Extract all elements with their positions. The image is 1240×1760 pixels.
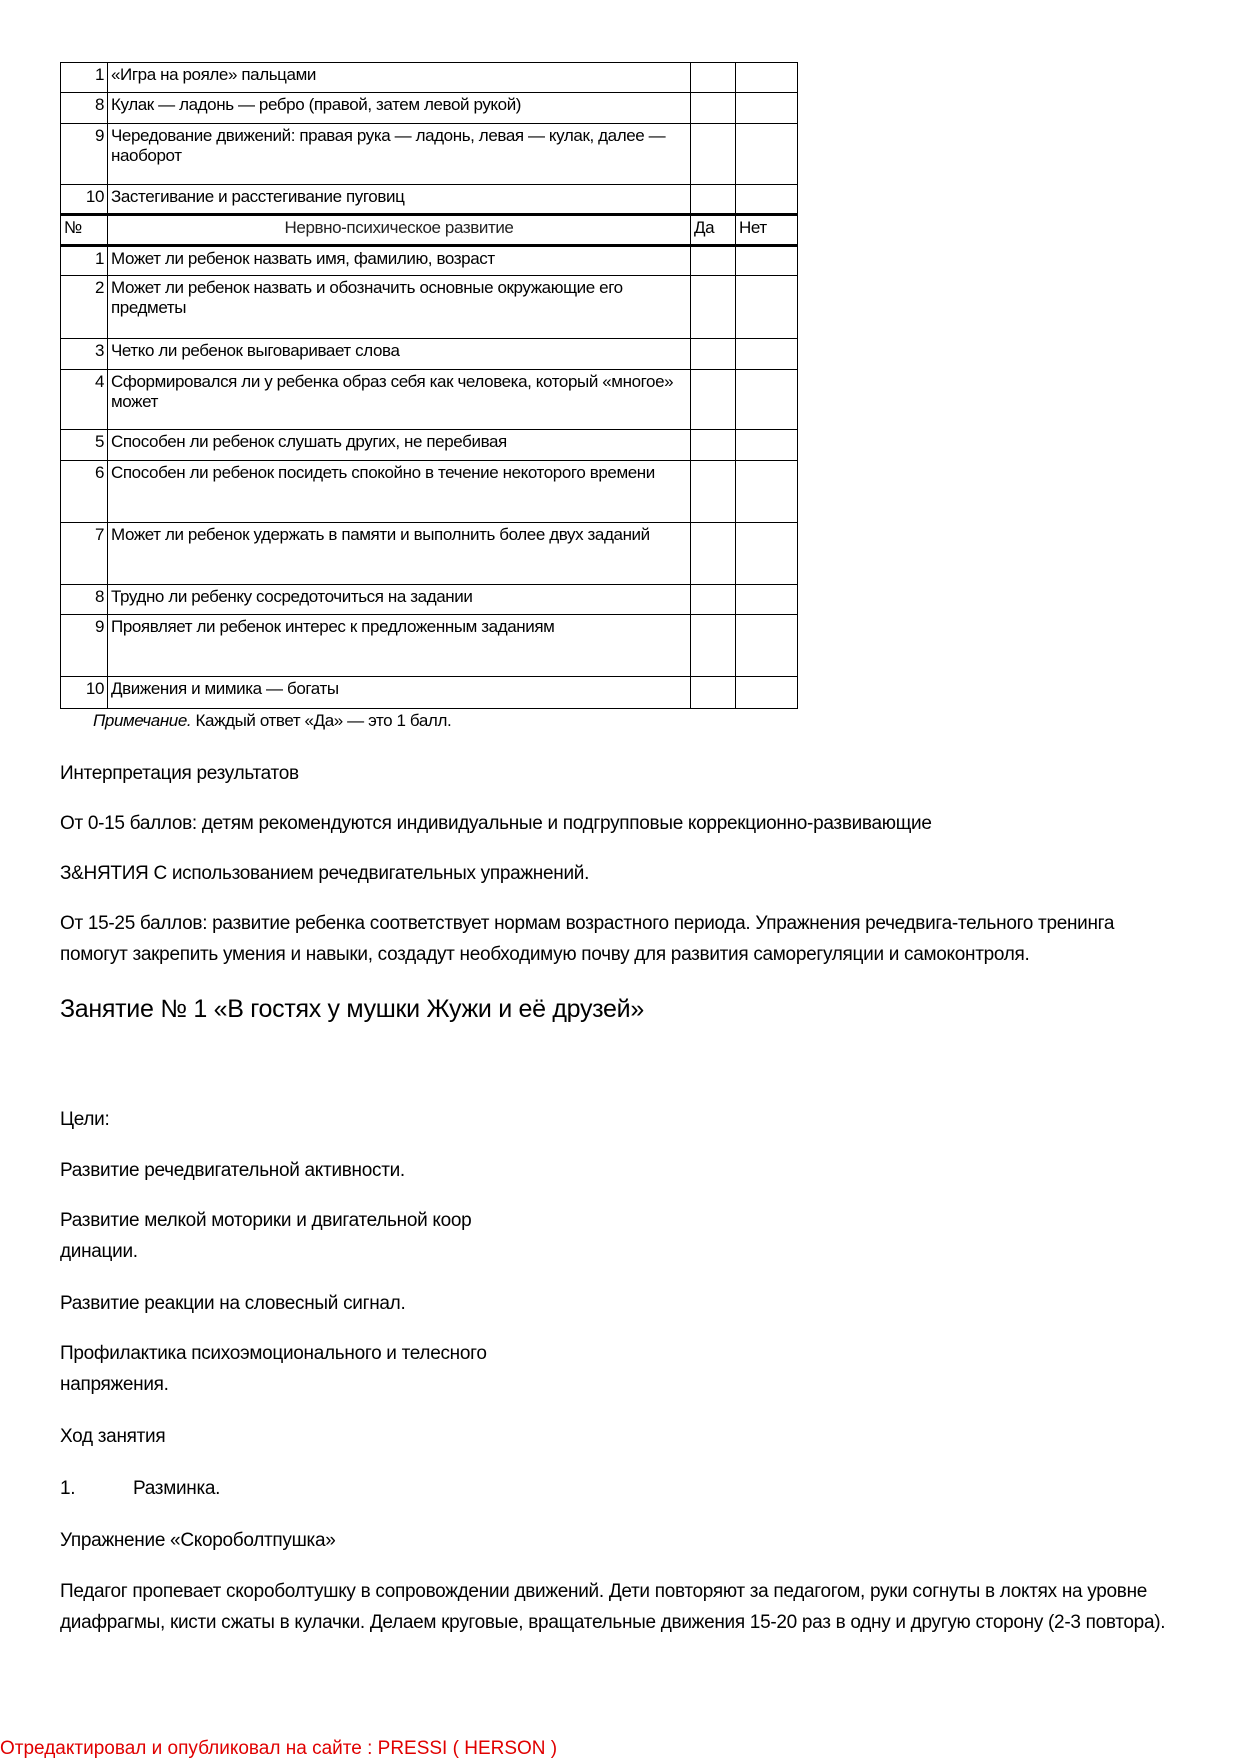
- table-row: [61, 461, 798, 523]
- table-row: [61, 246, 798, 276]
- no-cell[interactable]: [736, 585, 798, 615]
- row-number: 10: [61, 677, 108, 709]
- table-row: [61, 276, 798, 339]
- no-cell[interactable]: [736, 185, 798, 215]
- goal-item: Развитие речедвигательной активности.: [60, 1160, 405, 1181]
- table-row: [61, 430, 798, 461]
- table-row: [61, 93, 798, 124]
- table-row: [61, 585, 798, 615]
- row-number: 8: [61, 93, 108, 124]
- table-row: [61, 615, 798, 677]
- paragraph: З&НЯТИЯ С использованием речедвигательных упражнений.: [60, 863, 590, 884]
- step-number: 1.: [60, 1478, 76, 1499]
- paragraph: От 0-15 баллов: детям рекомендуются индивидуальные и подгрупповые коррекционно-развивающие: [60, 813, 932, 834]
- yes-cell[interactable]: [691, 63, 736, 93]
- exercise-title: Упражнение «Скороболтпушка»: [60, 1530, 336, 1551]
- row-number: 6: [61, 461, 108, 523]
- yes-cell[interactable]: [691, 339, 736, 370]
- row-text: Может ли ребенок назвать имя, фамилию, возраст: [108, 246, 691, 276]
- yes-cell[interactable]: [691, 461, 736, 523]
- yes-cell[interactable]: [691, 585, 736, 615]
- no-cell[interactable]: [736, 93, 798, 124]
- row-number: 8: [61, 585, 108, 615]
- yes-cell[interactable]: [691, 677, 736, 709]
- yes-cell[interactable]: [691, 523, 736, 585]
- table-note: [93, 711, 451, 731]
- row-text: Может ли ребенок назвать и обозначить основные окружающие его предметы: [108, 276, 691, 339]
- row-text: Может ли ребенок удержать в памяти и выполнить более двух заданий: [108, 523, 691, 585]
- row-number: 10: [61, 185, 108, 215]
- yes-cell[interactable]: [691, 370, 736, 430]
- row-number: 3: [61, 339, 108, 370]
- row-text: Застегивание и расстегивание пуговиц: [108, 185, 691, 215]
- row-text: Кулак — ладонь — ребро (правой, затем левой рукой): [108, 93, 691, 124]
- step-item: [60, 1473, 221, 1504]
- no-cell[interactable]: [736, 124, 798, 185]
- goal-item: Развитие мелкой моторики и двигательной коор динации.: [60, 1210, 472, 1262]
- header-number: №: [61, 215, 108, 246]
- step-text: Разминка.: [133, 1478, 221, 1499]
- lesson-course-label: Ход занятия: [60, 1426, 166, 1447]
- table-row: [61, 677, 798, 709]
- row-number: 1: [61, 63, 108, 93]
- row-text: Проявляет ли ребенок интерес к предложенным заданиям: [108, 615, 691, 677]
- header-yes: Да: [691, 215, 736, 246]
- yes-cell[interactable]: [691, 124, 736, 185]
- paragraph: От 15-25 баллов: развитие ребенка соответствует нормам возрастного периода. Упражнения речедвига-тельного тренинга помогут закрепить умения и навыки, создадут необходимую почву для развития саморегуляции и самоконтроля.: [60, 913, 1115, 965]
- yes-cell[interactable]: [691, 185, 736, 215]
- assessment-table: [60, 62, 798, 709]
- row-number: 5: [61, 430, 108, 461]
- row-text: Способен ли ребенок посидеть спокойно в течение некоторого времени: [108, 461, 691, 523]
- header-title: Нервно-психическое развитие: [108, 215, 691, 246]
- row-text: «Игра на рояле» пальцами: [108, 63, 691, 93]
- table-row: [61, 185, 798, 215]
- no-cell[interactable]: [736, 523, 798, 585]
- row-number: 1: [61, 246, 108, 276]
- row-text: Сформировался ли у ребенка образ себя как человека, который «многое» может: [108, 370, 691, 430]
- yes-cell[interactable]: [691, 276, 736, 339]
- note-label: Примечание.: [93, 711, 192, 730]
- no-cell[interactable]: [736, 276, 798, 339]
- no-cell[interactable]: [736, 615, 798, 677]
- yes-cell[interactable]: [691, 615, 736, 677]
- no-cell[interactable]: [736, 430, 798, 461]
- row-text: Движения и мимика — богаты: [108, 677, 691, 709]
- row-number: 4: [61, 370, 108, 430]
- goal-item: Развитие реакции на словесный сигнал.: [60, 1293, 406, 1314]
- goal-item: Профилактика психоэмоционального и телесного напряжения.: [60, 1343, 487, 1395]
- no-cell[interactable]: [736, 246, 798, 276]
- row-text: Трудно ли ребенку сосредоточиться на задании: [108, 585, 691, 615]
- row-text: Четко ли ребенок выговаривает слова: [108, 339, 691, 370]
- lesson-title: Занятие № 1 «В гостях у мушки Жужи и её друзей»: [60, 995, 644, 1023]
- row-number: 9: [61, 124, 108, 185]
- yes-cell[interactable]: [691, 430, 736, 461]
- header-no: Нет: [736, 215, 798, 246]
- note-text: Каждый ответ «Да» — это 1 балл.: [191, 711, 452, 730]
- row-number: 7: [61, 523, 108, 585]
- exercise-description: Педагог пропевает скороболтушку в сопровождении движений. Дети повторяют за педагогом, руки согнуты в локтях на уровне диафрагмы, кисти сжаты в кулачки. Делаем круговые, вращательные движения 15-20 раз в одну и другую сторону (2-3 повтора).: [60, 1581, 1166, 1633]
- yes-cell[interactable]: [691, 246, 736, 276]
- no-cell[interactable]: [736, 677, 798, 709]
- no-cell[interactable]: [736, 339, 798, 370]
- yes-cell[interactable]: [691, 93, 736, 124]
- row-number: 2: [61, 276, 108, 339]
- no-cell[interactable]: [736, 370, 798, 430]
- table-row: [61, 63, 798, 93]
- no-cell[interactable]: [736, 461, 798, 523]
- table-row: [61, 523, 798, 585]
- no-cell[interactable]: [736, 63, 798, 93]
- table-row: [61, 370, 798, 430]
- table-row: [61, 124, 798, 185]
- row-text: Чередование движений: правая рука — ладонь, левая — кулак, далее — наоборот: [108, 124, 691, 185]
- row-number: 9: [61, 615, 108, 677]
- interpretation-heading: Интерпретация результатов: [60, 763, 299, 784]
- table-row: [61, 339, 798, 370]
- footer-credit: Отредактировал и опубликовал на сайте : PRESSI ( HERSON ): [0, 1738, 558, 1759]
- row-text: Способен ли ребенок слушать других, не перебивая: [108, 430, 691, 461]
- goals-label: Цели:: [60, 1109, 110, 1130]
- table-header-row: [61, 215, 798, 246]
